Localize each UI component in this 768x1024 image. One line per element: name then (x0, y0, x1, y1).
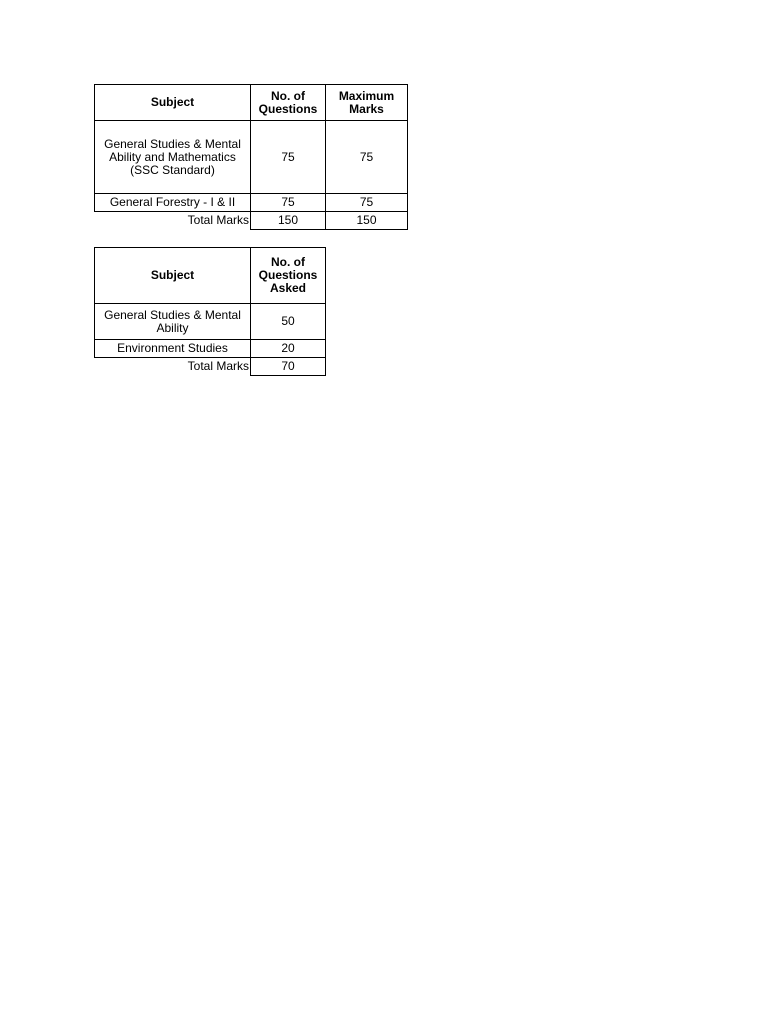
header-subject: Subject (95, 85, 251, 121)
table-row (95, 304, 326, 340)
cell-marks: 75 (326, 121, 408, 194)
total-questions: 150 (251, 212, 326, 230)
exam-pattern-table-1 (94, 84, 408, 230)
total-questions: 70 (251, 358, 326, 376)
table-row (95, 340, 326, 358)
cell-marks: 75 (326, 194, 408, 212)
table-row (95, 121, 408, 194)
cell-subject: Environment Studies (95, 340, 251, 358)
header-no-of-questions: No. of Questions (251, 85, 326, 121)
cell-subject: General Studies & Mental Ability (95, 304, 251, 340)
header-no-of-questions-asked: No. of Questions Asked (251, 248, 326, 304)
cell-questions: 75 (251, 194, 326, 212)
table-header-row (95, 248, 326, 304)
exam-pattern-table-2 (94, 247, 326, 376)
cell-subject: General Forestry - I & II (95, 194, 251, 212)
cell-questions: 75 (251, 121, 326, 194)
table-header-row (95, 85, 408, 121)
total-marks-label: Total Marks (187, 359, 249, 374)
cell-subject: General Studies & Mental Ability and Mathematics (SSC Standard) (95, 121, 251, 194)
cell-questions: 20 (251, 340, 326, 358)
total-marks: 150 (326, 212, 408, 230)
header-subject: Subject (95, 248, 251, 304)
total-marks-label: Total Marks (187, 213, 249, 228)
total-row (95, 358, 326, 376)
table-row (95, 194, 408, 212)
cell-questions: 50 (251, 304, 326, 340)
total-row (95, 212, 408, 230)
header-maximum-marks: Maximum Marks (326, 85, 408, 121)
